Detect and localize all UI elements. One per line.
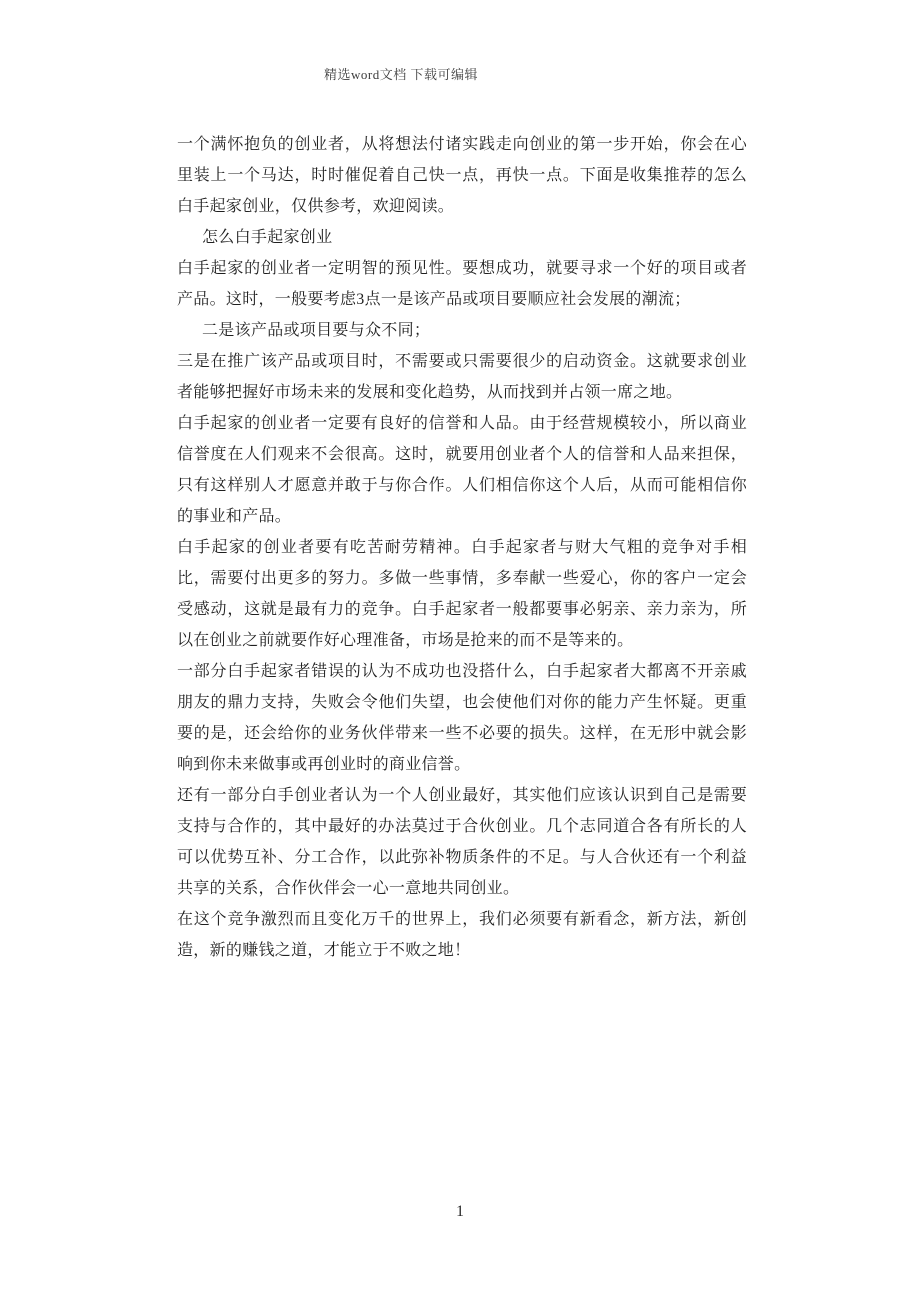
page-number: 1: [456, 1203, 464, 1220]
section-heading: 怎么白手起家创业: [202, 229, 333, 246]
body-paragraph: 白手起家的创业者一定要有良好的信誉和人品。由于经营规模较小，所以商业信誉度在人们观来不会很高。这时，就要用创业者个人的信誉和人品来担保，只有这样别人才愿意并敢于与你合作。人们相信你这个人后，从而可能相信你的事业和产品。: [177, 415, 747, 525]
body-paragraph: 三是在推广该产品或项目时，不需要或只需要很少的启动资金。这就要求创业者能够把握好市场未来的发展和变化趋势，从而找到并占领一席之地。: [177, 353, 747, 401]
body-paragraph: 一部分白手起家者错误的认为不成功也没搭什么，白手起家者大都离不开亲戚朋友的鼎力支持，失败会令他们失望，也会使他们对你的能力产生怀疑。更重要的是，还会给你的业务伙伴带来一些不必要的损失。这样，在无形中就会影响到你未来做事或再创业时的商业信誉。: [177, 663, 747, 773]
page-header-text: 精选word文档 下载可编辑: [324, 67, 478, 82]
body-paragraph: 还有一部分白手创业者认为一个人创业最好，其实他们应该认识到自己是需要支持与合作的，其中最好的办法莫过于合伙创业。几个志同道合各有所长的人可以优势互补、分工合作，以此弥补物质条件的不足。与人合伙还有一个利益共享的关系，合作伙伴会一心一意地共同创业。: [177, 787, 747, 897]
body-paragraph: 在这个竞争激烈而且变化万千的世界上，我们必须要有新看念，新方法，新创造，新的赚钱之道，才能立于不败之地！: [177, 911, 747, 959]
document-body: [177, 0, 747, 966]
body-paragraph: 白手起家的创业者要有吃苦耐劳精神。白手起家者与财大气粗的竞争对手相比，需要付出更多的努力。多做一些事情，多奉献一些爱心，你的客户一定会受感动，这就是最有力的竞争。白手起家者一般都要事必躬亲、亲力亲为，所以在创业之前就要作好心理准备，市场是抢来的而不是等来的。: [177, 539, 747, 649]
list-item-paragraph: 二是该产品或项目要与众不同；: [202, 322, 431, 339]
body-paragraph: 白手起家的创业者一定明智的预见性。要想成功，就要寻求一个好的项目或者产品。这时，一般要考虑3点一是该产品或项目要顺应社会发展的潮流；: [177, 260, 747, 308]
body-paragraph: 一个满怀抱负的创业者，从将想法付诸实践走向创业的第一步开始，你会在心里装上一个马达，时时催促着自己快一点，再快一点。下面是收集推荐的怎么白手起家创业，仅供参考，欢迎阅读。: [177, 136, 747, 215]
